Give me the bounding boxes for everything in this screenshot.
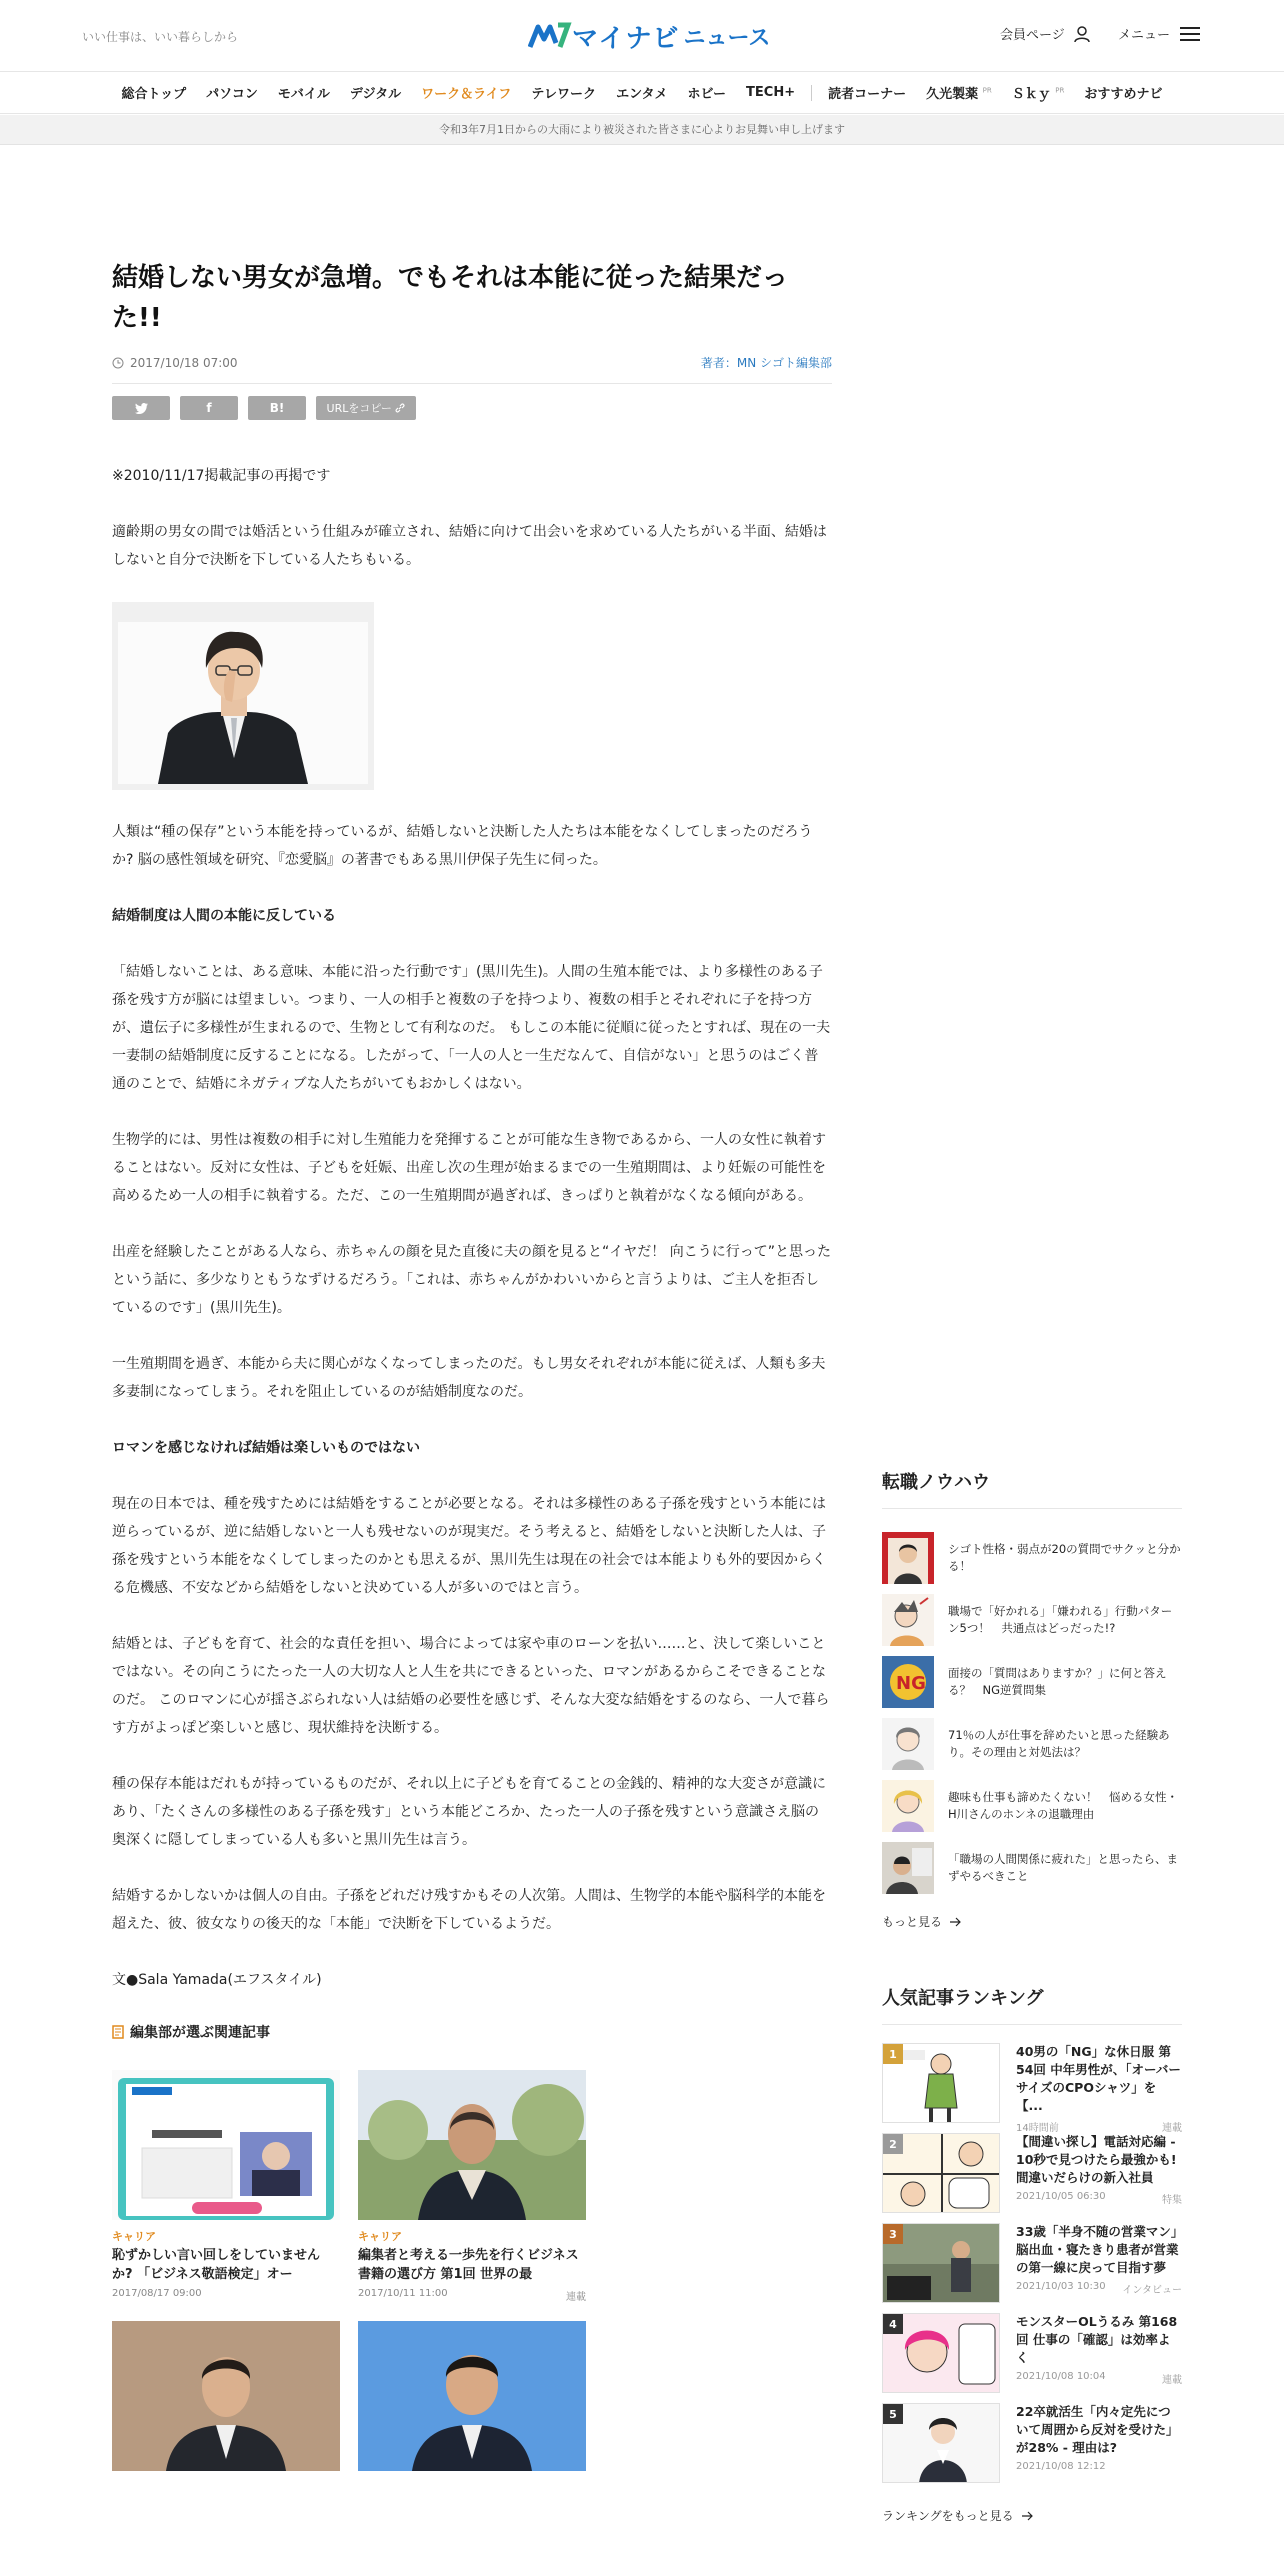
nav-item-telework[interactable]: テレワーク (531, 87, 597, 102)
related-title: 恥ずかしい言い回しをしていませんか? 「ビジネス敬語検定」オー (112, 2248, 321, 2282)
ranking-tag: 連載 (1162, 2375, 1182, 2386)
ranking-body (1016, 2043, 1182, 2133)
copy-url-button[interactable] (316, 396, 416, 420)
more-label: もっと見る (882, 1915, 943, 1929)
related-card[interactable] (358, 2321, 586, 2471)
ranking-more-label: ランキングをもっと見る (882, 2509, 1014, 2523)
ranking-meta (1016, 2281, 1182, 2296)
knowhow-list (882, 1527, 1182, 1899)
related-articles (112, 2070, 832, 2471)
ranking-meta (1016, 2191, 1182, 2206)
rank-number: 5 (883, 2404, 903, 2424)
knowhow-title: 趣味も仕事も諦めたくない！ 悩める女性・H川さんのホンネの退職理由 (948, 1790, 1178, 1821)
related-card[interactable] (358, 2070, 586, 2303)
ranking-title: モンスターOLうるみ 第168回 仕事の「確認」は効率よく (1016, 2314, 1178, 2365)
nav-item-tech[interactable]: TECH+ (746, 85, 796, 100)
paragraph: 人類は“種の保存”という本能を持っているが、結婚しないと決断した人たちは本能をなくしてしまったのだろうか? 脳の感性領域を研究、『恋愛脳』の著書でもある黒川伊保子先生に伺った。 (112, 824, 813, 868)
paragraph: 結婚とは、子どもを育て、社会的な責任を担い、場合によっては家や車のローンを払い……と、決して楽しいことではない。その向こうにたった一人の大切な人と人生を共にできるといった、ロマンがあるからこそできることなのだ。 このロマンに心が揺さぶられない人は結婚の必要性を感じず、そんな大変な結婚をするのなら、一人で暮らす方がよっぽど楽しいと感じ、現状維持を決断する。 (112, 1636, 830, 1736)
ranking-body (1016, 2133, 1182, 2223)
ranking-date: 2021/10/05 06:30 (1016, 2191, 1106, 2202)
rank-number: 1 (883, 2044, 903, 2064)
related-tag: 連載 (566, 2292, 586, 2303)
article-body (112, 462, 832, 1994)
nav-item-entame[interactable]: エンタメ (616, 87, 668, 102)
knowhow-item[interactable] (882, 1837, 1182, 1899)
paragraph: 適齢期の男女の間では婚活という仕組みが確立され、結婚に向けて出会いを求めている人たちがいる半面、結婚はしないと自分で決断を下している人たちもいる。 (112, 524, 827, 568)
ranking-date: 14時間前 (1016, 2123, 1059, 2134)
knowhow-thumbnail (882, 1656, 934, 1708)
paragraph: 現在の日本では、種を残すためには結婚をすることが必要となる。それは多様性のある子孫を残すという本能には逆らっているが、逆に結婚しないと一人も残せないのが現実だ。そう考えると、結婚をしないと決断した人は、子孫を残すという本能をなくしてしまったのかとも思えるが、黒川先生は現在の社会では本能よりも外的要因からくる危機感、不安などから結婚をしないと決めている人が多いのではと言う。 (112, 1496, 826, 1596)
sidebar (882, 1468, 1182, 2524)
share-buttons (112, 396, 832, 420)
mynavi-logo-icon (528, 21, 572, 51)
knowhow-item[interactable] (882, 1713, 1182, 1775)
ranking-tag: 連載 (1162, 2123, 1182, 2134)
article-title: 結婚しない男女が急増。でもそれは本能に従った結果だった!! (112, 263, 789, 333)
nav-item-readers[interactable]: 読者コーナー (828, 87, 907, 102)
article-date-wrap (112, 354, 238, 371)
ranking-item[interactable] (882, 2313, 1182, 2403)
knowhow-thumb-image (882, 1842, 934, 1894)
book-icon (112, 2025, 124, 2039)
arrow-right-icon (1022, 2511, 1034, 2521)
copy-url-label: URLをコピー (326, 402, 392, 415)
ranking-item[interactable] (882, 2223, 1182, 2313)
member-page-label: 会員ページ (1000, 28, 1065, 43)
knowhow-item[interactable] (882, 1527, 1182, 1589)
article-photo (112, 602, 374, 790)
nav-item-sky[interactable] (1002, 83, 1075, 102)
ranking-title: 40男の「NG」な休日服 第54回 中年男性が、「オーバーサイズのCPOシャツ」を【... (1016, 2044, 1181, 2113)
nav-item-hisamitsu[interactable] (916, 83, 1002, 102)
paragraph: 「結婚しないことは、ある意味、本能に沿った行動です」(黒川先生)。人間の生殖本能では、より多様性のある子孫を残す方が脳には望ましい。つまり、一人の相手と複数の子を持つより、複数の相手とそれぞれに子を持つ方が、遺伝子に多様性が生まれるので、生物として有利なのだ。 もしこの本能に従順に従ったとすれば、現在の一夫一妻制の結婚制度に反することになる。したがって、「一人の人と一生だなんて、自信がない」と思うのはごく普通のことで、結婚にネガティブな人たちがいてもおかしくはない。 (112, 964, 831, 1092)
knowhow-thumb-image (882, 1718, 934, 1770)
keigo-test-image (112, 2070, 340, 2220)
ranking-body (1016, 2223, 1182, 2313)
logo-sub-text: ニュース (683, 25, 771, 51)
category-nav (0, 72, 1284, 114)
knowhow-title: 面接の「質問はありますか？」に何と答える？ NG逆質問集 (948, 1666, 1167, 1697)
nav-item-top[interactable]: 総合トップ (121, 87, 187, 102)
suit-man-image (112, 2321, 340, 2471)
editor-portrait-image (358, 2070, 586, 2220)
knowhow-thumb-image (882, 1532, 934, 1584)
hatena-share-button[interactable] (248, 396, 306, 420)
ranking-item[interactable] (882, 2043, 1182, 2133)
knowhow-item[interactable] (882, 1589, 1182, 1651)
member-page-link[interactable] (1000, 24, 1091, 43)
knowhow-title: シゴト性格・弱点が20の質問でサクッと分かる！ (948, 1542, 1181, 1573)
hamburger-icon (1180, 26, 1200, 42)
nav-divider (811, 85, 812, 101)
nav-item-pc[interactable]: パソコン (206, 87, 258, 102)
article-author[interactable]: 著者：MN シゴト編集部 (700, 356, 832, 370)
paragraph: 一生殖期間を過ぎ、本能から夫に関心がなくなってしまったのだ。もし男女それぞれが本能に従えば、人類も多夫多妻制になってしまう。それを阻止しているのが結婚制度なのだ。 (112, 1356, 826, 1400)
ranking-thumbnail (882, 2313, 1000, 2393)
user-icon (1073, 25, 1091, 43)
pr-tag: PR (1055, 86, 1065, 95)
ranking-item[interactable] (882, 2133, 1182, 2223)
paragraph: 出産を経験したことがある人なら、赤ちゃんの顔を見た直後に夫の顔を見ると“イヤだ！ 向こうに行って”と思ったという話に、多少なりともうなずけるだろう。「これは、赤ちゃんがかわいいからと言うよりは、ご主人を拒否しているのです」(黒川先生)。 (112, 1244, 831, 1316)
ranking-body (1016, 2313, 1182, 2403)
related-card[interactable] (112, 2321, 340, 2471)
knowhow-thumbnail (882, 1780, 934, 1832)
ranking-tag: インタビュー (1122, 2285, 1182, 2296)
ranking-heading: 人気記事ランキング (882, 1984, 1182, 2025)
facebook-icon: f (206, 401, 212, 415)
facebook-share-button[interactable] (180, 396, 238, 420)
site-logo[interactable] (528, 18, 770, 54)
ranking-list (882, 2043, 1182, 2493)
businessman-image (118, 608, 368, 784)
knowhow-thumb-image (882, 1780, 934, 1832)
knowhow-thumbnail (882, 1594, 934, 1646)
rank-number: 4 (883, 2314, 903, 2334)
ranking-tag: 特集 (1162, 2195, 1182, 2206)
clock-icon (112, 357, 124, 369)
knowhow-thumbnail (882, 1532, 934, 1584)
ranking-thumbnail (882, 2133, 1000, 2213)
knowhow-item[interactable] (882, 1651, 1182, 1713)
svg-text:NG: NG (896, 1673, 926, 1694)
pr-tag: PR (982, 86, 992, 95)
related-thumbnail (112, 2070, 340, 2220)
ranking-thumbnail (882, 2223, 1000, 2303)
knowhow-title: 「職場の人間関係に疲れた」と思ったら、まずやるべきこと (948, 1852, 1178, 1883)
young-man-image (358, 2321, 586, 2471)
related-heading-label: 編集部が選ぶ関連記事 (130, 2025, 270, 2041)
knowhow-thumbnail (882, 1718, 934, 1770)
related-thumbnail (358, 2070, 586, 2220)
related-category: キャリア (112, 2230, 156, 2243)
ranking-date: 2021/10/03 10:30 (1016, 2281, 1106, 2292)
related-date: 2017/10/11 11:00 (358, 2288, 448, 2299)
knowhow-title: 71％の人が仕事を辞めたいと思った経験あり。その理由と対処法は？ (948, 1728, 1170, 1759)
article (112, 258, 832, 2471)
nav-item-sky-label: Ｓｋｙ (1011, 87, 1051, 102)
ranking-title: 22卒就活生「内々定先について周囲から反対を受けた」が28% - 理由は? (1016, 2404, 1179, 2455)
knowhow-thumb-image (882, 1656, 934, 1708)
rank-number: 3 (883, 2224, 903, 2244)
related-meta (358, 2288, 586, 2303)
site-header (0, 0, 1284, 72)
related-heading (112, 2022, 832, 2042)
notice-banner[interactable]: 令和3年7月1日からの大雨により被災された皆さまに心よりお見舞い申し上げます (0, 115, 1284, 145)
related-category: キャリア (358, 2230, 402, 2243)
related-meta (112, 2288, 340, 2299)
ranking-meta (1016, 2119, 1182, 2134)
nav-item-digital[interactable]: デジタル (349, 87, 402, 102)
section-heading: 結婚制度は人間の本能に反している (112, 908, 336, 924)
related-card[interactable] (112, 2070, 340, 2303)
ranking-thumbnail (882, 2043, 1000, 2123)
menu-label: メニュー (1118, 28, 1171, 43)
rank-number: 2 (883, 2134, 903, 2154)
related-thumbnail (112, 2321, 340, 2471)
paragraph: 種の保存本能はだれもが持っているものだが、それ以上に子どもを育てることの金銭的、精神的な大変さが意識にあり、「たくさんの多様性のある子孫を残す」という本能どころか、たった一人の子孫を残すという意識さえ脳の奥深くに隠してしまっている人も多いと黒川先生は言う。 (112, 1776, 826, 1848)
ranking-meta (1016, 2371, 1182, 2386)
link-icon (395, 403, 405, 413)
section-heading: ロマンを感じなければ結婚は楽しいものではない (112, 1440, 420, 1456)
knowhow-thumb-image (882, 1594, 934, 1646)
ranking-date: 2021/10/08 10:04 (1016, 2371, 1106, 2382)
article-credit: 文●Sala Yamada(エフスタイル) (112, 1972, 322, 1988)
hatena-icon: B! (269, 401, 285, 415)
ranking-title: 33歳「半身不随の営業マン」脳出血・寝たきり患者が営業の第一線に戻って目指す夢 (1016, 2224, 1179, 2275)
twitter-share-button[interactable] (112, 396, 170, 420)
paragraph: 結婚するかしないかは個人の自由。子孫をどれだけ残すかもその人次第。人間は、生物学的本能や脳科学的本能を超えた、彼、彼女なりの後天的な「本能」で決断を下しているようだ。 (112, 1888, 826, 1932)
ranking-meta (1016, 2461, 1182, 2472)
ranking-more-link[interactable] (882, 2507, 1182, 2524)
knowhow-thumbnail (882, 1842, 934, 1894)
ranking-title: 【間違い探し】電話対応編 - 10秒で見つけたら最強かも! 間違いだらけの新入社員 (1016, 2134, 1177, 2185)
arrow-right-icon (950, 1917, 962, 1927)
twitter-icon (135, 403, 148, 414)
site-tagline: いい仕事は、いい暮らしから (82, 30, 239, 44)
knowhow-heading: 転職ノウハウ (882, 1468, 1182, 1509)
related-thumbnail (358, 2321, 586, 2471)
ranking-item[interactable] (882, 2403, 1182, 2493)
ranking-thumbnail (882, 2403, 1000, 2483)
nav-item-hisamitsu-label: 久光製薬 (926, 87, 979, 102)
related-date: 2017/08/17 09:00 (112, 2288, 202, 2299)
paragraph: 生物学的には、男性は複数の相手に対し生殖能力を発揮することが可能な生き物であるから、一人の女性に執着することはない。反対に女性は、子どもを妊娠、出産し次の生理が始まるまでの一生殖期間は、より妊娠の可能性を高めるため一人の相手に執着する。ただ、この一生殖期間が過ぎれば、きっぱりと執着がなくなる傾向がある。 (112, 1132, 826, 1204)
nav-item-work-life[interactable]: ワーク＆ライフ (421, 87, 512, 102)
ranking-body (1016, 2403, 1182, 2493)
paragraph: ※2010/11/17掲載記事の再掲です (112, 468, 331, 484)
ranking-date: 2021/10/08 12:12 (1016, 2461, 1106, 2472)
knowhow-item[interactable] (882, 1775, 1182, 1837)
related-title: 編集者と考える一歩先を行くビジネス書籍の選び方 第1回 世界の最 (358, 2248, 579, 2282)
nav-item-mobile[interactable]: モバイル (277, 87, 330, 102)
nav-item-osusume[interactable]: おすすめナビ (1084, 87, 1163, 102)
article-meta (112, 354, 832, 384)
logo-text: マイナビ (572, 23, 680, 54)
knowhow-title: 職場で「好かれる」「嫌われる」行動パターン5つ！ 共通点はどっだった!? (948, 1604, 1173, 1635)
knowhow-more-link[interactable] (882, 1913, 1182, 1930)
nav-item-hobby[interactable]: ホビー (687, 87, 727, 102)
menu-button[interactable] (1118, 24, 1200, 43)
article-date: 2017/10/18 07:00 (130, 355, 238, 370)
